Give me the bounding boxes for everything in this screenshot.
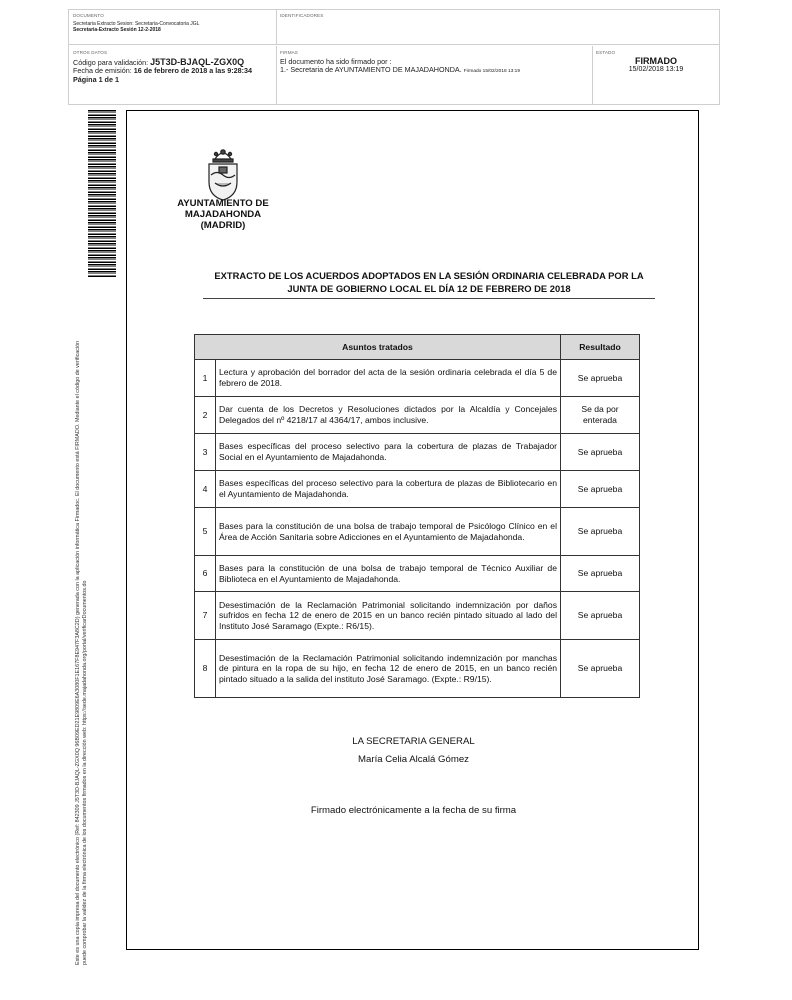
document-header [68, 9, 720, 105]
table-row [195, 434, 640, 471]
header-row-bottom [69, 46, 719, 104]
row-text: Bases específicas del proceso selectivo para la cobertura de plazas de Trabajador Social en el Ayuntamiento de Majadahonda. [216, 434, 561, 471]
fecha-label: Fecha de emisión: [73, 66, 132, 76]
codigo-value: J5T3D-BJAQL-ZGX0Q [150, 57, 245, 67]
row-number: 5 [195, 508, 216, 556]
table-row [195, 592, 640, 640]
fecha-value: 16 de febrero de 2018 a las 9:28:34 [133, 66, 252, 76]
row-text: Bases para la constitución de una bolsa de trabajo temporal de Técnico Auxiliar de Biblioteca en el Ayuntamiento de Majadahonda. [216, 556, 561, 592]
row-number: 7 [195, 592, 216, 640]
documento-line-1: Secretaria Extracto Sesion: Secretaria-Convocatoria JGL [73, 21, 200, 27]
documento-caption: DOCUMENTO [73, 13, 104, 18]
table-row [195, 471, 640, 508]
row-result: Se da por enterada [561, 397, 640, 434]
table-row [195, 397, 640, 434]
otros-datos-caption: OTROS DATOS [73, 50, 108, 55]
table-row [195, 556, 640, 592]
verification-line-1: Este es una copia impresa del documento electrónico (Ref: 842309 J5T3D-BJAQL-ZGX0Q 96B09ED21E9809E6A3080F1E167F8E947F3A8C2D) generada con la aplicación informática Firmadoc. El documento está FIRMADO. Mediante el código de verificación [75, 340, 81, 965]
barcode [88, 110, 116, 278]
row-number: 4 [195, 471, 216, 508]
row-result: Se aprueba [561, 592, 640, 640]
row-result: Se aprueba [561, 471, 640, 508]
organization-name [161, 198, 285, 231]
row-result: Se aprueba [561, 360, 640, 397]
codigo-label: Código para validación: [73, 58, 149, 67]
coat-of-arms-icon [201, 145, 245, 203]
firmas-line-2-date: Firmado 15/02/2018 13:19 [463, 69, 521, 75]
table-row [195, 508, 640, 556]
org-line-2: MAJADAHONDA [184, 209, 262, 220]
row-result: Se aprueba [561, 508, 640, 556]
row-result: Se aprueba [561, 556, 640, 592]
row-number: 6 [195, 556, 216, 592]
row-text: Desestimación de la Reclamación Patrimonial solicitando indemnización por daños sufridos en fecha 12 de enero de 2015 en un banco recién pintado situado al lado del Instituto José Saramago (Expte.: R6/15). [216, 592, 561, 640]
row-text: Bases para la constitución de una bolsa de trabajo temporal de Psicólogo Clínico en el Área de Acción Sanitaria sobre Adicciones en el Ayuntamiento de Majadahonda. [216, 508, 561, 556]
table-header-row [195, 335, 640, 360]
row-number: 2 [195, 397, 216, 434]
row-number: 8 [195, 640, 216, 698]
firmas-line-2: 1.- Secretaria de AYUNTAMIENTO DE MAJADAHONDA. [280, 65, 462, 75]
signature-name: María Celia Alcalá Gómez [358, 754, 469, 765]
page-number: Página 1 de 1 [73, 74, 119, 84]
row-text: Dar cuenta de los Decretos y Resoluciones dictados por la Alcaldía y Concejales Delegados del nº 4218/17 al 4364/17, ambos inclusive. [216, 397, 561, 434]
header-row-top [69, 10, 719, 45]
estado-caption: ESTADO [596, 50, 616, 55]
header-asuntos: Asuntos tratados [195, 335, 561, 360]
signature-role: LA SECRETARIA GENERAL [352, 736, 475, 747]
signature-note: Firmado electrónicamente a la fecha de su firma [310, 805, 517, 816]
title-line-2: JUNTA DE GOBIERNO LOCAL EL DÍA 12 DE FEBRERO DE 2018 [287, 283, 571, 294]
firmas-caption: FIRMAS [280, 50, 298, 55]
firmas-line-1: El documento ha sido firmado por : [280, 57, 392, 66]
document-page [126, 110, 699, 950]
table-row [195, 360, 640, 397]
estado-date: 15/02/2018 13:19 [628, 66, 684, 73]
row-result: Se aprueba [561, 434, 640, 471]
row-result: Se aprueba [561, 640, 640, 698]
header-resultado: Resultado [561, 335, 640, 360]
row-number: 3 [195, 434, 216, 471]
documento-line-2: Secretaria-Extracto Sesión 12-2-2018 [73, 27, 161, 34]
verification-line-2: puede comprobar la validez de la firma electrónica de los documentos firmados en la dirección web: https://sede.majadahonda.org/portal/verificarDocumentos.do [82, 580, 88, 965]
table-row [195, 640, 640, 698]
row-text: Lectura y aprobación del borrador del acta de la sesión ordinaria celebrada el día 5 de febrero de 2018. [216, 360, 561, 397]
identificadores-caption: IDENTIFICADORES [280, 13, 324, 18]
title-underline [203, 298, 655, 299]
estado-value: FIRMADO [635, 56, 677, 66]
row-number: 1 [195, 360, 216, 397]
row-text: Desestimación de la Reclamación Patrimonial solicitando indemnización por manchas de pintura en la ropa de su hijo, en fecha 12 de enero de 2015, en un banco recién pintado situado a la salida del instituto José Saramago. (Expte.: R9/15). [216, 640, 561, 698]
title-line-1: EXTRACTO DE LOS ACUERDOS ADOPTADOS EN LA SESIÓN ORDINARIA CELEBRADA POR LA [214, 270, 644, 281]
agenda-table [194, 334, 640, 698]
org-line-3: (MADRID) [200, 220, 246, 231]
org-line-1: AYUNTAMIENTO DE [177, 198, 269, 209]
verification-sidebar-text [75, 275, 89, 965]
row-text: Bases específicas del proceso selectivo para la cobertura de plazas de Bibliotecario en el Ayuntamiento de Majadahonda. [216, 471, 561, 508]
document-title [203, 269, 655, 295]
